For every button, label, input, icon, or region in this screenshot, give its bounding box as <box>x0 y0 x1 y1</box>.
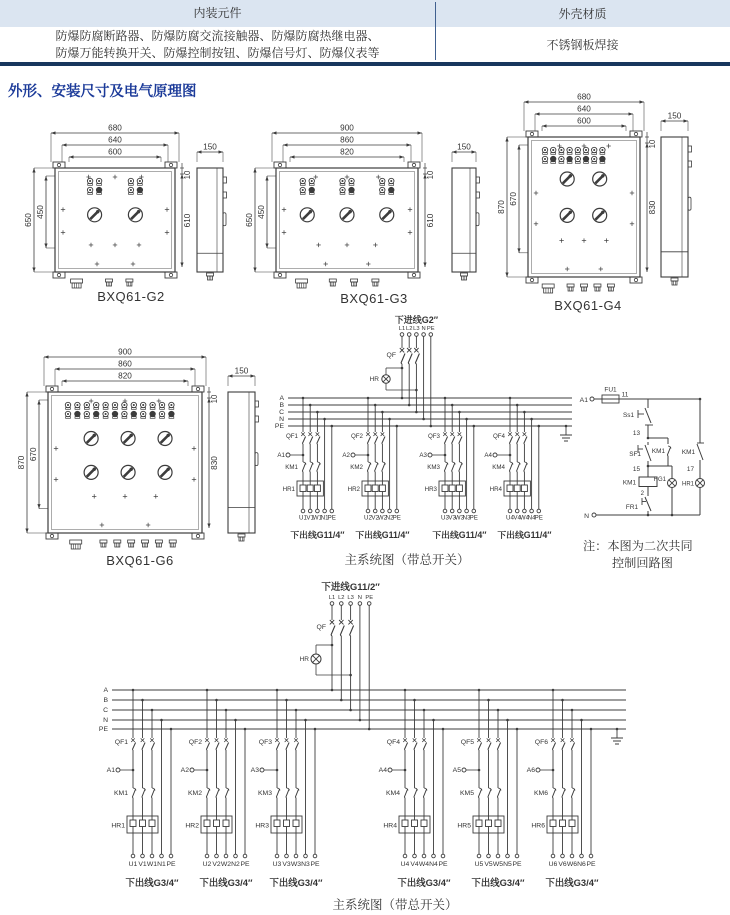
branch-qf2 <box>342 397 410 540</box>
svg-text:下出线G11/4″: 下出线G11/4″ <box>355 530 410 540</box>
svg-text:V3: V3 <box>448 514 456 522</box>
svg-text:KM1: KM1 <box>681 449 695 456</box>
svg-text:下进线G2″: 下进线G2″ <box>394 315 439 325</box>
inlet-main-system-diagram-small <box>370 314 439 427</box>
svg-text:QF1: QF1 <box>285 433 298 440</box>
svg-text:870: 870 <box>497 200 506 214</box>
svg-text:V1: V1 <box>306 514 314 522</box>
svg-text:900: 900 <box>118 347 132 357</box>
svg-text:10: 10 <box>183 170 192 180</box>
main-system-diagram-small <box>275 314 572 540</box>
svg-text:L3: L3 <box>347 595 354 601</box>
svg-text:N1: N1 <box>157 861 166 868</box>
svg-text:N2: N2 <box>231 861 240 868</box>
svg-text:V4: V4 <box>513 514 521 522</box>
svg-text:W3: W3 <box>290 861 302 868</box>
svg-text:HG1: HG1 <box>653 477 666 483</box>
svg-text:L1: L1 <box>328 595 336 601</box>
svg-text:450: 450 <box>36 205 45 219</box>
branch-qf4 <box>379 689 451 888</box>
svg-text:KM2: KM2 <box>350 464 363 471</box>
svg-text:N4: N4 <box>527 514 536 522</box>
svg-text:QF2: QF2 <box>350 433 363 440</box>
svg-text:PE: PE <box>512 861 522 868</box>
svg-text:L2: L2 <box>338 595 345 601</box>
svg-text:150: 150 <box>667 111 682 121</box>
svg-text:U6: U6 <box>548 861 558 868</box>
svg-text:HR3: HR3 <box>424 486 437 494</box>
svg-text:KM1: KM1 <box>285 464 298 471</box>
control-note-line2: 控制回路图 <box>612 556 673 570</box>
svg-text:下出线G3/4″: 下出线G3/4″ <box>125 877 179 888</box>
model-label-bxq61-g6: BXQ61-G6 <box>106 553 174 568</box>
svg-text:PE: PE <box>469 514 478 522</box>
svg-text:PE: PE <box>240 861 250 868</box>
svg-text:N: N <box>421 326 426 332</box>
branch-qf2 <box>181 689 253 888</box>
svg-text:A: A <box>279 395 284 403</box>
svg-text:下出线G3/4″: 下出线G3/4″ <box>199 877 253 888</box>
svg-text:QF2: QF2 <box>188 739 202 746</box>
svg-text:A5: A5 <box>452 767 461 775</box>
svg-text:V6: V6 <box>558 861 567 868</box>
svg-text:N1: N1 <box>320 514 329 522</box>
svg-text:860: 860 <box>118 359 132 369</box>
svg-text:N4: N4 <box>429 861 438 868</box>
svg-text:KM5: KM5 <box>460 790 474 797</box>
model-label-bxq61-g3: BXQ61-G3 <box>340 291 408 306</box>
svg-text:820: 820 <box>340 147 354 157</box>
svg-text:QF3: QF3 <box>258 739 272 746</box>
branch-qf4 <box>484 397 552 540</box>
svg-text:10: 10 <box>426 170 435 180</box>
svg-text:FU1: FU1 <box>604 386 617 394</box>
svg-text:680: 680 <box>108 123 122 133</box>
svg-text:KM3: KM3 <box>427 464 440 471</box>
svg-text:N6: N6 <box>577 861 586 868</box>
svg-text:150: 150 <box>203 142 217 152</box>
svg-text:下出线G3/4″: 下出线G3/4″ <box>397 877 451 888</box>
svg-text:HR: HR <box>369 376 379 383</box>
svg-text:QF4: QF4 <box>386 739 400 746</box>
svg-text:下出线G11/4″: 下出线G11/4″ <box>497 530 552 540</box>
svg-text:860: 860 <box>340 135 354 145</box>
svg-text:A1: A1 <box>106 767 115 775</box>
svg-text:KM3: KM3 <box>258 790 272 797</box>
svg-text:C: C <box>103 707 108 715</box>
svg-text:PE: PE <box>438 861 448 868</box>
svg-text:L1: L1 <box>398 326 406 332</box>
svg-text:PE: PE <box>327 514 336 522</box>
svg-text:13: 13 <box>632 430 640 437</box>
svg-text:U3: U3 <box>441 514 449 522</box>
inlet-main-system-diagram-large <box>300 581 381 730</box>
svg-text:W6: W6 <box>566 861 578 868</box>
svg-text:QF3: QF3 <box>427 433 440 440</box>
svg-text:N: N <box>279 416 284 424</box>
svg-text:A3: A3 <box>250 767 259 775</box>
svg-text:HR2: HR2 <box>347 486 360 494</box>
svg-text:HR5: HR5 <box>457 822 471 830</box>
svg-text:KM2: KM2 <box>188 790 202 797</box>
svg-text:870: 870 <box>17 455 26 470</box>
svg-text:A4: A4 <box>484 452 492 460</box>
svg-text:W2: W2 <box>220 861 232 868</box>
drawing-bxq61-g2 <box>24 124 227 289</box>
svg-text:830: 830 <box>648 200 657 215</box>
drawing-bxq61-g3 <box>245 124 480 289</box>
svg-text:A1: A1 <box>579 397 588 404</box>
svg-text:下出线G3/4″: 下出线G3/4″ <box>545 877 599 888</box>
svg-text:900: 900 <box>340 123 354 133</box>
drawing-bxq61-g4 <box>497 93 692 294</box>
svg-text:600: 600 <box>577 116 591 126</box>
svg-text:N3: N3 <box>301 861 310 868</box>
svg-text:V2: V2 <box>371 514 379 522</box>
svg-text:10: 10 <box>210 394 219 404</box>
control-note-line1: 注：本图为二次共同 <box>583 539 693 553</box>
svg-text:PE: PE <box>166 861 176 868</box>
internal-components-value: 防爆防腐断路器、防爆防腐交流接触器、防爆防腐热继电器、 防爆万能转换开关、防爆控制按钮、防爆信号灯、防爆仪表等 <box>55 29 380 60</box>
shell-material-header: 外壳材质 <box>558 7 607 21</box>
svg-text:下出线G11/4″: 下出线G11/4″ <box>432 530 487 540</box>
svg-text:150: 150 <box>234 366 249 376</box>
svg-text:QF: QF <box>316 624 326 631</box>
branch-qf1 <box>274 397 345 540</box>
svg-text:U1: U1 <box>299 514 307 522</box>
svg-text:A: A <box>103 687 108 695</box>
svg-text:W5: W5 <box>492 861 504 868</box>
svg-text:HR4: HR4 <box>489 486 502 494</box>
svg-text:PE: PE <box>365 595 374 601</box>
svg-text:B: B <box>279 402 284 410</box>
svg-text:KM1: KM1 <box>114 790 128 797</box>
svg-text:L2: L2 <box>405 326 413 332</box>
svg-text:U4: U4 <box>400 861 410 868</box>
svg-text:610: 610 <box>426 213 435 228</box>
svg-text:U2: U2 <box>364 514 372 522</box>
svg-text:W4: W4 <box>519 514 530 522</box>
svg-text:A3: A3 <box>419 452 427 460</box>
svg-text:B: B <box>103 697 108 705</box>
svg-text:HR1: HR1 <box>111 822 125 830</box>
svg-text:A2: A2 <box>342 452 350 460</box>
internal-components-header: 内装元件 <box>193 6 242 21</box>
svg-text:V1: V1 <box>138 861 147 868</box>
svg-text:FR1: FR1 <box>625 504 638 511</box>
svg-text:670: 670 <box>29 447 38 462</box>
branch-qf5 <box>453 689 525 888</box>
svg-text:610: 610 <box>183 213 192 228</box>
svg-text:830: 830 <box>210 456 219 470</box>
svg-text:SF1: SF1 <box>629 451 641 458</box>
svg-text:QF6: QF6 <box>534 739 548 746</box>
svg-text:HR2: HR2 <box>185 822 199 830</box>
svg-text:QF1: QF1 <box>114 739 128 746</box>
svg-text:U2: U2 <box>202 861 212 868</box>
svg-text:HR1: HR1 <box>681 481 694 488</box>
model-label-bxq61-g4: BXQ61-G4 <box>554 298 622 313</box>
svg-text:U5: U5 <box>474 861 484 868</box>
svg-text:N: N <box>584 513 589 520</box>
svg-text:N2: N2 <box>385 514 394 522</box>
svg-text:HR1: HR1 <box>282 486 295 494</box>
svg-text:A2: A2 <box>180 767 189 775</box>
svg-text:KM1: KM1 <box>651 448 665 455</box>
svg-text:A6: A6 <box>526 767 535 775</box>
svg-text:QF5: QF5 <box>460 739 474 746</box>
svg-text:下出线G11/4″: 下出线G11/4″ <box>290 530 345 540</box>
svg-text:PE: PE <box>426 326 435 332</box>
svg-text:15: 15 <box>632 466 640 473</box>
svg-text:L3: L3 <box>413 326 420 332</box>
shell-material-value: 不锈钢板焊接 <box>546 38 619 52</box>
svg-text:A4: A4 <box>378 767 387 775</box>
svg-text:KM6: KM6 <box>534 790 548 797</box>
caption-main-system-small: 主系统图（带总开关） <box>344 553 470 567</box>
svg-text:PE: PE <box>274 423 284 431</box>
svg-text:KM4: KM4 <box>386 790 400 797</box>
svg-text:QF: QF <box>386 352 396 359</box>
svg-text:KM4: KM4 <box>492 464 505 471</box>
svg-text:N: N <box>103 717 108 725</box>
svg-text:U4: U4 <box>506 514 514 522</box>
svg-text:N5: N5 <box>503 861 512 868</box>
svg-text:W2: W2 <box>377 514 388 522</box>
svg-text:U1: U1 <box>128 861 138 868</box>
svg-text:680: 680 <box>577 92 591 102</box>
caption-main-system-large: 主系统图（带总开关） <box>332 898 458 912</box>
svg-text:W3: W3 <box>454 514 465 522</box>
svg-text:V2: V2 <box>212 861 221 868</box>
main-system-diagram-large <box>99 581 626 888</box>
svg-text:HR4: HR4 <box>383 822 397 830</box>
svg-text:640: 640 <box>577 104 591 114</box>
branch-qf1 <box>107 689 179 888</box>
svg-text:PE: PE <box>534 514 543 522</box>
svg-text:650: 650 <box>245 213 254 227</box>
drawing-bxq61-g6 <box>17 348 259 550</box>
svg-text:10: 10 <box>648 139 657 149</box>
svg-text:PE: PE <box>392 514 401 522</box>
svg-text:PE: PE <box>310 861 320 868</box>
svg-text:V5: V5 <box>484 861 493 868</box>
svg-text:650: 650 <box>24 213 33 227</box>
branch-qf3 <box>419 397 487 540</box>
svg-text:下出线G3/4″: 下出线G3/4″ <box>269 877 323 888</box>
svg-text:下出线G3/4″: 下出线G3/4″ <box>471 877 525 888</box>
svg-text:150: 150 <box>457 142 471 152</box>
svg-text:670: 670 <box>509 192 518 206</box>
svg-text:U3: U3 <box>272 861 282 868</box>
svg-text:2: 2 <box>640 491 644 497</box>
svg-text:HR: HR <box>299 656 309 663</box>
svg-text:450: 450 <box>257 205 266 219</box>
svg-text:KM1: KM1 <box>622 479 636 487</box>
control-circuit-diagram <box>580 387 705 521</box>
svg-text:HR6: HR6 <box>531 822 545 830</box>
svg-text:QF4: QF4 <box>492 433 505 440</box>
svg-text:11: 11 <box>621 391 629 399</box>
svg-text:PE: PE <box>586 861 596 868</box>
svg-text:17: 17 <box>686 466 694 473</box>
svg-text:N3: N3 <box>462 514 471 522</box>
svg-text:A1: A1 <box>277 452 285 460</box>
svg-text:600: 600 <box>108 147 122 157</box>
svg-text:W1: W1 <box>146 861 158 868</box>
svg-text:640: 640 <box>108 135 122 145</box>
svg-text:HR3: HR3 <box>255 822 269 830</box>
branch-qf6 <box>527 689 599 888</box>
svg-text:N: N <box>357 595 362 601</box>
svg-text:W1: W1 <box>312 514 323 522</box>
svg-text:820: 820 <box>118 371 132 381</box>
svg-text:C: C <box>279 409 284 417</box>
svg-text:PE: PE <box>98 726 108 734</box>
model-label-bxq61-g2: BXQ61-G2 <box>97 289 165 304</box>
svg-text:W4: W4 <box>418 861 430 868</box>
svg-text:V3: V3 <box>282 861 291 868</box>
svg-text:Ss1: Ss1 <box>622 412 634 419</box>
section-title: 外形、安装尺寸及电气原理图 <box>8 84 197 100</box>
svg-text:V4: V4 <box>410 861 419 868</box>
branch-qf3 <box>251 689 323 888</box>
svg-text:下进线G11/2″: 下进线G11/2″ <box>321 582 380 593</box>
